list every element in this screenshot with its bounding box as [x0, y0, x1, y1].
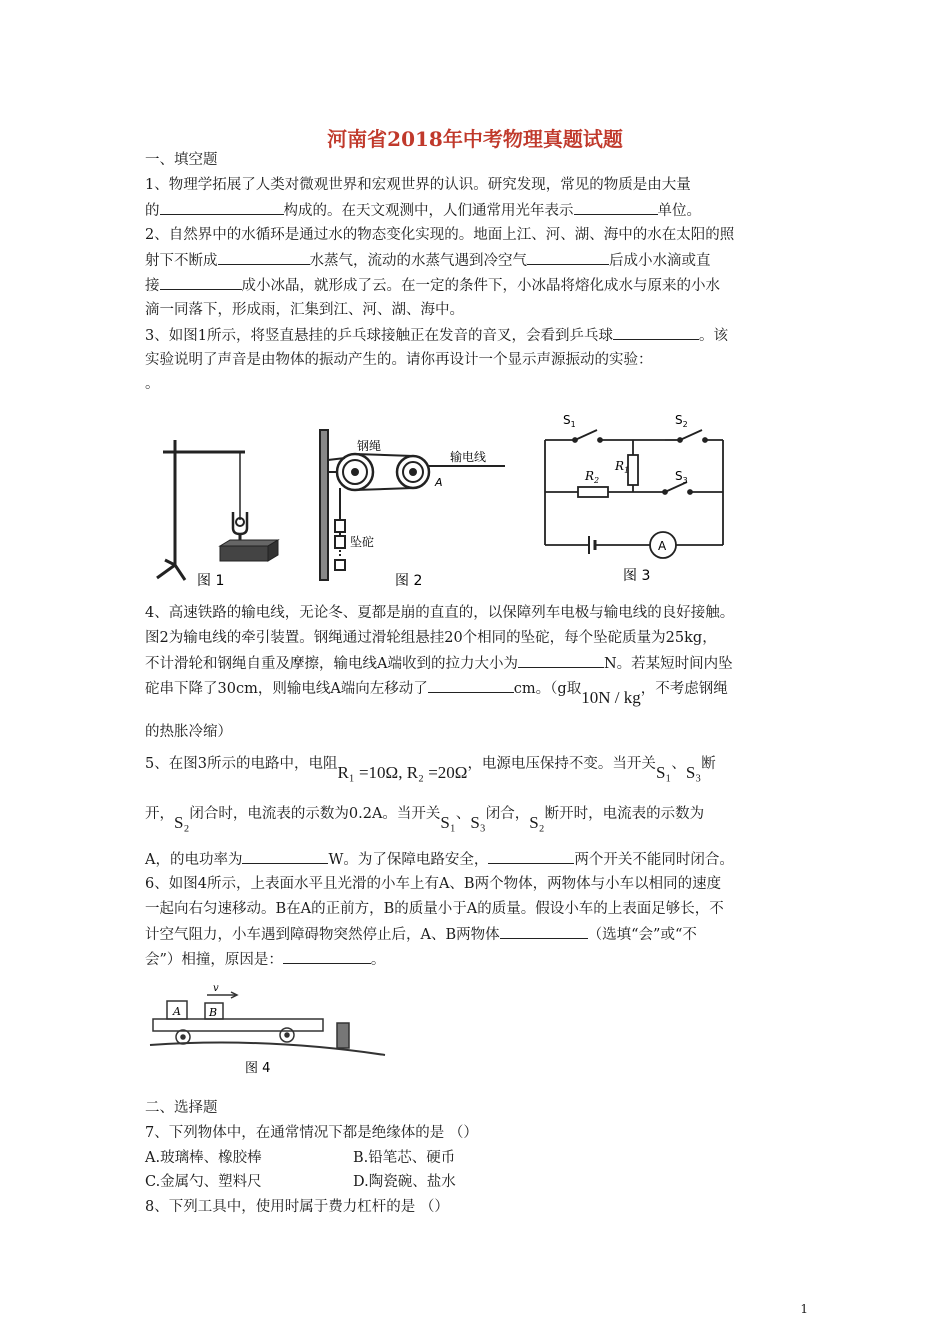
section-heading: 一、填空题: [145, 152, 218, 168]
answer-blank[interactable]: [218, 250, 310, 265]
answer-blank[interactable]: [500, 924, 588, 939]
question-6-line: 一起向右匀速移动。B在A的正前方，B的质量小于A的质量。假设小车的上表面足够长，不: [145, 901, 724, 917]
answer-blank[interactable]: [428, 678, 514, 693]
question-2-line: 射下不断成 水蒸气，流动的水蒸气遇到冷空气 后成小水滴或直: [145, 250, 711, 271]
resistor-r1-label: R: [615, 459, 625, 473]
object-b-label: B: [209, 1006, 218, 1019]
object-a-label: A: [173, 1005, 181, 1018]
svg-text:R1: $R_1$: [615, 459, 630, 475]
question-4-line: 图2为输电线的牵引装置。钢绳通过滑轮组悬挂20个相同的坠砣，每个坠砣质量为25kg，: [145, 630, 717, 646]
figure-2-label: 图 2: [395, 573, 423, 589]
option-a[interactable]: A.玻璃棒、橡胶棒: [145, 1150, 262, 1166]
figure-4-label: 图 4: [245, 1061, 271, 1076]
question-4-line: 砣串下降了30cm，则输电线A端向左移动了 cm。（g取10N / kg，不考虑钢绳: [145, 678, 728, 699]
question-5-line: 开，S₂闭合时，电流表的示数为0.2A。当开关S₁、S₃闭合，S₂断开时，电流表的示数为: [145, 806, 705, 832]
svg-text:S2: $S_2$: [675, 413, 688, 429]
answer-blank[interactable]: [283, 949, 371, 964]
point-a-label: A: [435, 476, 443, 489]
question-3-line: 实验说明了声音是由物体的振动产生的。请你再设计一个显示声源振动的实验：: [145, 352, 653, 368]
answer-blank[interactable]: [613, 325, 699, 340]
answer-blank[interactable]: [527, 250, 609, 265]
option-c[interactable]: C.金属勺、塑料尺: [145, 1174, 262, 1190]
figures-1-2-3: [145, 400, 745, 595]
ammeter-label: A: [658, 539, 667, 553]
question-5-line: A，的电功率为 W。为了保障电路安全， 两个开关不能同时闭合。: [145, 849, 734, 870]
question-8-stem: 8、下列工具中，使用时属于费力杠杆的是 （）: [145, 1199, 449, 1215]
question-6-line: 6、如图4所示，上表面水平且光滑的小车上有A、B两个物体，两物体与小车以相同的速度: [145, 876, 722, 892]
answer-blank[interactable]: [242, 849, 328, 864]
option-d[interactable]: D.陶瓷碗、盐水: [353, 1174, 456, 1190]
question-2-line: 滴一同落下，形成雨，汇集到江、河、湖、海中。: [145, 302, 464, 318]
question-2-line: 2、自然界中的水循环是通过水的物态变化实现的。地面上江、河、湖、海中的水在太阳的照: [145, 227, 735, 243]
page-number: 1: [800, 1302, 808, 1316]
rope-label: 钢绳: [357, 439, 382, 453]
question-6-line: 会”）相撞，原因是： 。: [145, 949, 385, 970]
answer-blank[interactable]: [574, 200, 658, 215]
resistor-r2-label: R: [585, 469, 595, 483]
option-b[interactable]: B.铅笔芯、硬币: [353, 1150, 456, 1166]
figure-4: [145, 975, 415, 1080]
page-title: 河南省2018年中考物理真题试题: [327, 127, 623, 151]
figure-1-label: 图 1: [197, 573, 225, 589]
answer-blank[interactable]: [160, 200, 284, 215]
figure-1: [157, 440, 278, 580]
question-2-line: 接 成小冰晶，就形成了云。在一定的条件下，小冰晶将熔化成水与原来的小水: [145, 275, 720, 296]
svg-text:S3: $S_3$: [675, 469, 688, 485]
switch-s2-label: S: [675, 413, 683, 427]
question-3-line: 。: [145, 376, 160, 392]
question-7-stem: 7、下列物体中，在通常情况下都是绝缘体的是 （）: [145, 1125, 478, 1141]
switch-s1-label: S: [563, 413, 571, 427]
svg-text:S1: $S_1$: [563, 413, 576, 429]
question-4-line: 4、高速铁路的输电线，无论冬、夏都是崩的直直的，以保障列车电极与输电线的良好接触。: [145, 605, 735, 621]
weight-label: 坠砣: [350, 535, 375, 549]
answer-blank[interactable]: [488, 849, 574, 864]
answer-blank[interactable]: [518, 653, 604, 668]
question-5-line: 5、在图3所示的电路中，电阻R₁ =10Ω, R₂ =20Ω，电源电压保持不变。当开关S₁、S₃断: [145, 756, 716, 782]
question-6-line: 计空气阻力，小车遇到障碍物突然停止后，A、B两物体 （选填“会”或“不: [145, 924, 697, 945]
question-4-line: 的热胀冷缩）: [145, 724, 232, 740]
question-3-line: 3、如图1所示，将竖直悬挂的乒乓球接触正在发音的音叉，会看到乒乓球 。该: [145, 325, 728, 346]
velocity-label: v: [213, 983, 219, 994]
answer-blank[interactable]: [160, 275, 242, 290]
svg-text:R2: $R_2$: [585, 469, 600, 485]
question-1-line: 1、物理学拓展了人类对微观世界和宏观世界的认识。研究发现，常见的物质是由大量: [145, 177, 691, 193]
section-heading: 二、选择题: [145, 1100, 218, 1116]
wire-label: 输电线: [450, 450, 487, 464]
figure-3: [545, 430, 723, 558]
switch-s3-label: S: [675, 469, 683, 483]
figure-3-label: 图 3: [623, 568, 651, 584]
question-4-line: 不计滑轮和钢绳自重及摩擦，输电线A端收到的拉力大小为 N。若某短时间内坠: [145, 653, 733, 674]
question-1-line: 的 构成的。在天文观测中，人们通常用光年表示 单位。: [145, 200, 701, 221]
